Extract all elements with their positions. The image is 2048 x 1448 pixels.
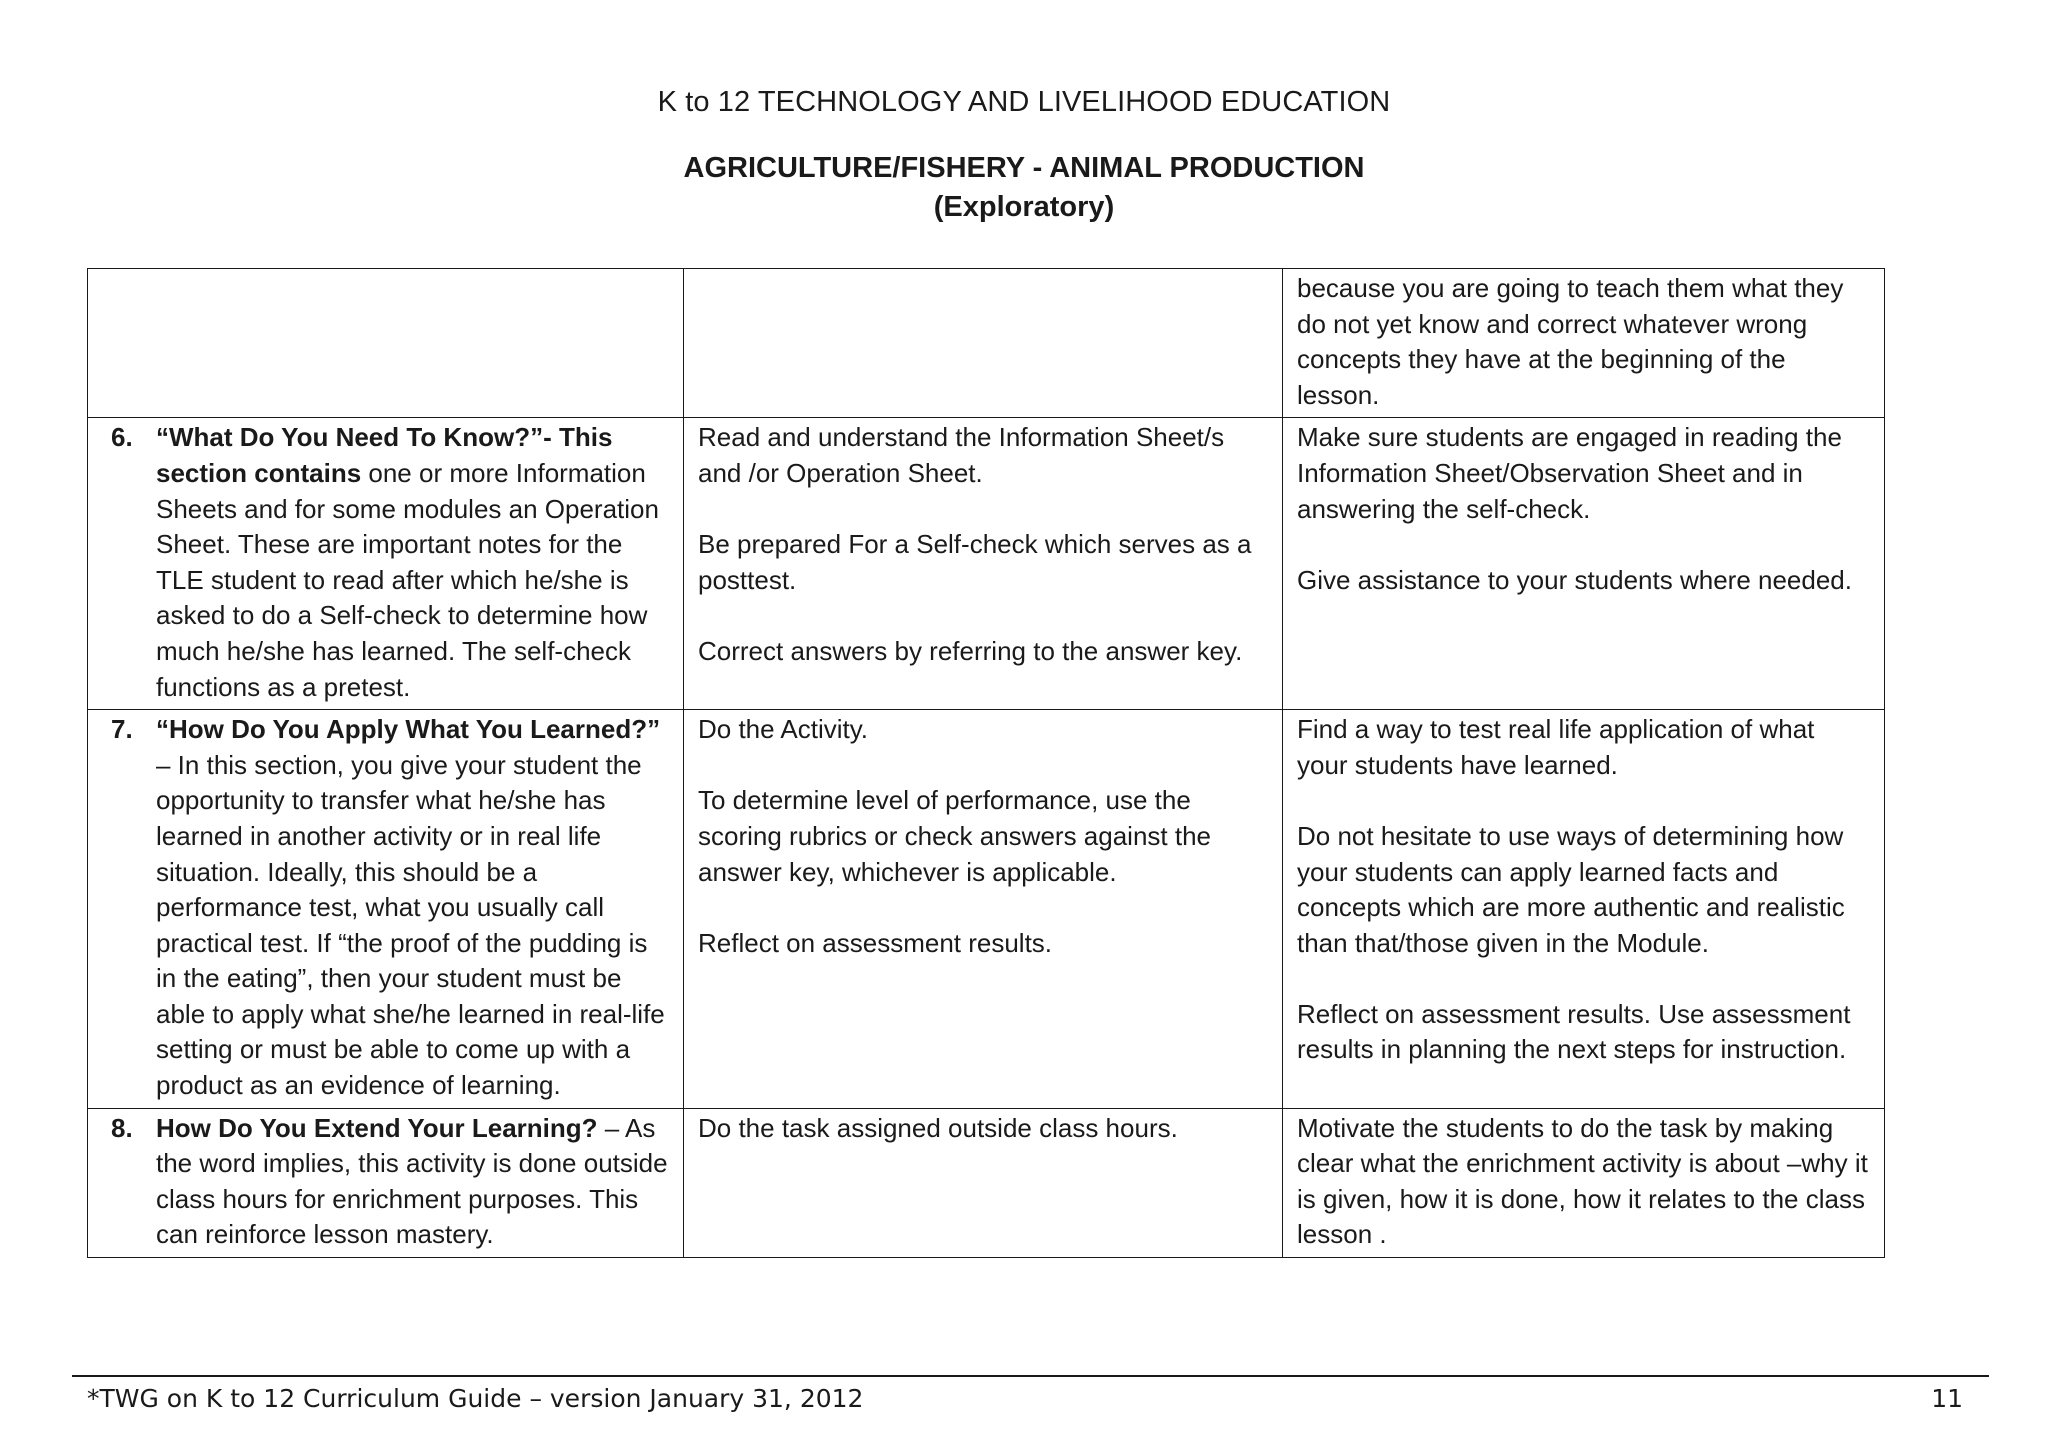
- document-title: K to 12 TECHNOLOGY AND LIVELIHOOD EDUCATION: [657, 86, 1391, 118]
- student-text: Correct answers by referring to the answer key.: [698, 635, 1243, 666]
- footer-note: *TWG on K to 12 Curriculum Guide – version January 31, 2012: [87, 1384, 864, 1413]
- guide-table: [87, 268, 1885, 1258]
- student-text: Reflect on assessment results.: [698, 927, 1053, 958]
- teacher-cell: [1283, 710, 1885, 1109]
- student-text: Read and understand the Information Sheet/s and /or Operation Sheet.: [698, 422, 1225, 488]
- student-text: Do the task assigned outside class hours.: [698, 1112, 1178, 1143]
- section-body: – In this section, you give your student the opportunity to transfer what he/she has learned in another activity or in real life situation. Ideally, this should be a performance test, what you usually call practical test. If “the proof of the pudding is in the eating”, then your student must be able to apply what she/he learned in real-life setting or must be able to come up with a product as an evidence of learning.: [156, 749, 665, 1101]
- table-row: [88, 418, 1885, 710]
- section-heading: “What Do You Need To Know?”- This section contains: [156, 422, 613, 488]
- document-subtitle: AGRICULTURE/FISHERY - ANIMAL PRODUCTION: [683, 152, 1365, 184]
- item-number: 8.: [111, 1112, 133, 1143]
- teacher-cell: [1283, 418, 1885, 710]
- student-cell: [684, 1108, 1283, 1257]
- section-description: [156, 420, 669, 705]
- footer-divider: [72, 1375, 1989, 1377]
- teacher-text: Motivate the students to do the task by making clear what the enrichment activity is about –why it is given, how it is done, how it relates to the class lesson .: [1297, 1112, 1868, 1250]
- section-cell: [88, 269, 684, 418]
- teacher-text: Do not hesitate to use ways of determining how your students can apply learned facts and concepts which are more authentic and realistic than that/those given in the Module.: [1297, 820, 1845, 958]
- item-number: 7.: [111, 714, 133, 745]
- section-cell: [88, 710, 684, 1109]
- student-text: Be prepared For a Self-check which serves as a posttest.: [698, 529, 1252, 595]
- section-heading: “How Do You Apply What You Learned?”: [156, 714, 661, 745]
- section-body: one or more Information Sheets and for some modules an Operation Sheet. These are important notes for the TLE student to read after which he/she is asked to do a Self-check to determine how much he/she has learned. The self-check functions as a pretest.: [156, 457, 659, 702]
- student-cell: [684, 710, 1283, 1109]
- section-body: – As the word implies, this activity is done outside class hours for enrichment purposes. This can reinforce lesson mastery.: [156, 1112, 668, 1250]
- student-cell: [684, 418, 1283, 710]
- teacher-text: Reflect on assessment results. Use assessment results in planning the next steps for instruction.: [1297, 998, 1851, 1065]
- section-description: [156, 1111, 669, 1253]
- student-cell: [684, 269, 1283, 418]
- document-subtitle-exploratory: (Exploratory): [933, 191, 1115, 223]
- table-row: [88, 710, 1885, 1109]
- teacher-text: because you are going to teach them what they do not yet know and correct whatever wrong concepts they have at the beginning of the lesson.: [1297, 273, 1844, 410]
- section-cell: [88, 1108, 684, 1257]
- teacher-cell: [1283, 1108, 1885, 1257]
- teacher-text: Find a way to test real life application of what your students have learned.: [1297, 714, 1815, 780]
- student-text: Do the Activity.: [698, 714, 869, 745]
- page-number: 11: [1931, 1384, 1963, 1413]
- table-row: [88, 1108, 1885, 1257]
- table-row: [88, 269, 1885, 418]
- student-text: To determine level of performance, use the scoring rubrics or check answers against the answer key, whichever is applicable.: [698, 785, 1212, 887]
- section-description: [156, 712, 669, 1104]
- teacher-text: Make sure students are engaged in reading the Information Sheet/Observation Sheet and in answering the self-check.: [1297, 422, 1842, 524]
- teacher-text: Give assistance to your students where needed.: [1297, 564, 1852, 595]
- section-cell: [88, 418, 684, 710]
- teacher-cell: [1283, 269, 1885, 418]
- item-number: 6.: [111, 422, 133, 453]
- section-heading: How Do You Extend Your Learning?: [156, 1112, 598, 1143]
